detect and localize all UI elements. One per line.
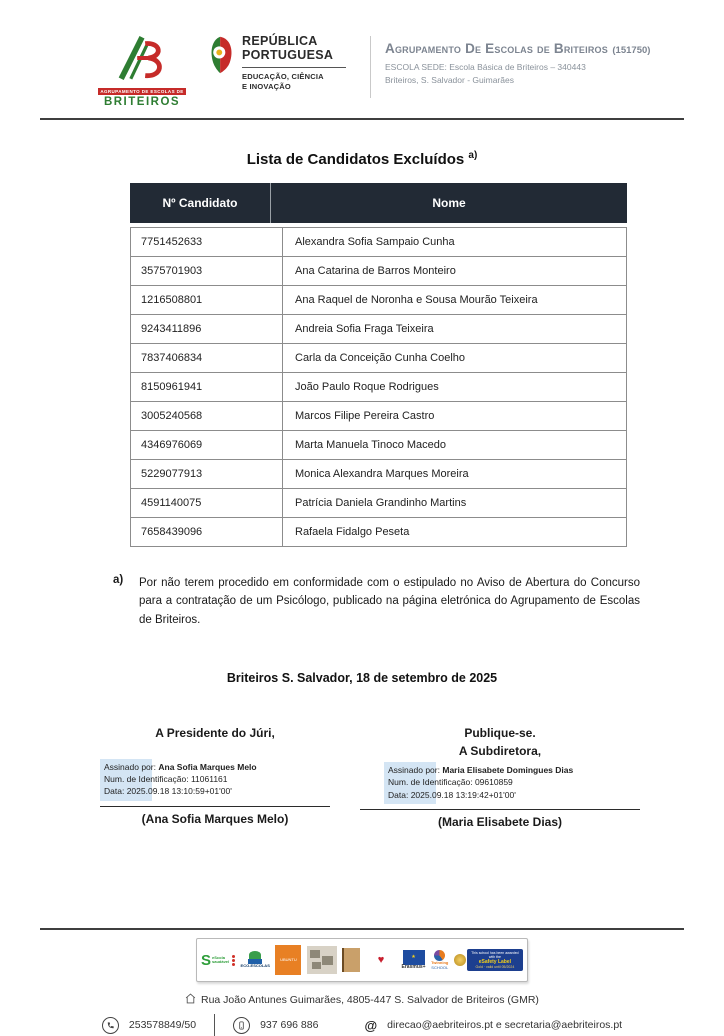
id-label: Num. de Identificação: — [104, 773, 189, 784]
republica-sub1: EDUCAÇÃO, CIÊNCIA — [242, 71, 324, 81]
header-rule — [40, 118, 684, 120]
republica-line2: PORTUGUESA — [242, 48, 334, 63]
signature-role-left: A Presidente do Júri, — [155, 726, 275, 741]
digital-signature-stamp-left — [100, 761, 330, 798]
candidate-number-cell: 4591140075 — [131, 489, 283, 518]
portugal-emblem-icon — [208, 34, 234, 76]
footnote-text: Por não terem procedido em conformidade com o estipulado no Aviso de Abertura do Concurso para a contratação de um Psicólogo, publicado na página eletrónica do Agrupamento de Escolas de Briteiros. — [139, 577, 640, 626]
aeb-logo-icon — [110, 34, 174, 82]
school-name: Agrupamento De Escolas de Briteiros — [385, 41, 608, 56]
email-addresses: direcao@aebriteiros.pt e secretaria@aebriteiros.pt — [387, 1019, 623, 1031]
book-logo — [342, 948, 360, 972]
phone-number: 253578849/50 — [128, 1019, 197, 1031]
esafety-line1: This school has been awarded with the — [471, 950, 519, 959]
signature-line-left — [100, 806, 330, 807]
table-row — [131, 460, 627, 489]
candidates-table — [130, 183, 627, 547]
candidate-name-cell: Alexandra Sofia Sampaio Cunha — [283, 228, 627, 257]
candidate-name-cell: Carla da Conceição Cunha Coelho — [283, 344, 627, 373]
table-row — [131, 431, 627, 460]
candidate-name-cell: Andreia Sofia Fraga Teixeira — [283, 315, 627, 344]
date-line: Briteiros S. Salvador, 18 de setembro de 2025 — [226, 671, 498, 686]
signature-section — [100, 725, 640, 829]
etwinning-label2: SCHOOL — [431, 964, 449, 970]
aeb-school-name: BRITEIROS — [103, 96, 181, 108]
signature-block-president — [100, 725, 330, 829]
table-row — [131, 518, 627, 547]
candidate-name-cell: Patrícia Daniela Grandinho Martins — [283, 489, 627, 518]
footnote-marker: a) — [113, 574, 124, 586]
school-sede-line: ESCOLA SEDE: Escola Básica de Briteiros – 340443 — [385, 62, 586, 72]
etwinning-label1: Twinning — [431, 960, 449, 966]
mobile-number: 937 696 886 — [260, 1019, 319, 1031]
publique-se-line: Publique-se. — [464, 726, 536, 741]
page-header — [0, 0, 724, 108]
candidate-number-cell: 5229077913 — [131, 460, 283, 489]
candidate-name-cell: Rafaela Fidalgo Peseta — [283, 518, 627, 547]
stamps-collage-logo — [307, 946, 337, 974]
printed-name-right: (Maria Elisabete Dias) — [437, 814, 563, 829]
date-label: Data: — [388, 789, 409, 800]
signed-by-label: Assinado por: — [388, 764, 440, 775]
signature-line-right — [360, 809, 640, 810]
partner-logos-strip — [196, 938, 528, 982]
title-footnote-ref: a) — [468, 150, 478, 161]
heart-map-logo: ♥ — [366, 944, 396, 976]
email-icon: @ — [364, 1017, 378, 1033]
gold-medal-icon — [454, 954, 466, 966]
table-row — [131, 489, 627, 518]
candidate-name-cell: Marcos Filipe Pereira Castro — [283, 402, 627, 431]
etwinning-logo — [431, 944, 448, 976]
page-footer — [0, 918, 724, 1036]
republica-line1: REPÚBLICA — [242, 34, 318, 48]
candidate-name-cell: Marta Manuela Tinoco Macedo — [283, 431, 627, 460]
table-row — [131, 402, 627, 431]
esafety-line3: Gold · valid until 05/2024 — [475, 965, 515, 970]
candidate-name-cell: Ana Raquel de Noronha e Sousa Mourão Teixeira — [283, 286, 627, 315]
table-row — [131, 257, 627, 286]
table-row — [131, 228, 627, 257]
esafety-label-logo — [454, 944, 523, 976]
school-code: (151750) — [612, 45, 651, 56]
page-title — [0, 150, 724, 168]
column-header-nome: Nome — [432, 196, 466, 210]
eu-flag-icon: ★ — [403, 950, 425, 965]
printed-name-left: (Ana Sofia Marques Melo) — [141, 811, 289, 826]
address-text: Rua João Antunes Guimarães, 4805-447 S. Salvador de Briteiros (GMR) — [201, 994, 539, 1006]
republica-sub2: E INOVAÇÃO — [242, 81, 291, 91]
id-value: 09610859 — [474, 777, 513, 788]
footnote-a — [113, 574, 640, 629]
candidate-number-cell: 7751452633 — [131, 228, 283, 257]
phone-icon — [102, 1017, 119, 1034]
home-icon — [185, 993, 196, 1007]
school-info-block — [385, 34, 650, 87]
esafety-line2: eSafety Label — [478, 959, 512, 966]
contact-divider — [214, 1014, 215, 1036]
candidate-number-cell: 3005240568 — [131, 402, 283, 431]
candidate-name-cell: Ana Catarina de Barros Monteiro — [283, 257, 627, 286]
title-text: Lista de Candidatos Excluídos — [246, 151, 465, 168]
candidate-number-cell: 4346976069 — [131, 431, 283, 460]
table-row — [131, 344, 627, 373]
candidate-number-cell: 8150961941 — [131, 373, 283, 402]
date-value: 2025.09.18 13:19:42+01'00' — [410, 789, 516, 800]
signed-by-name: Ana Sofia Marques Melo — [158, 761, 257, 772]
date-value: 2025.09.18 13:10:59+01'00' — [126, 786, 232, 797]
table-header-row — [130, 183, 627, 223]
id-label: Num. de Identificação: — [388, 777, 473, 788]
signature-role-right: A Subdiretora, — [458, 743, 542, 758]
candidate-number-cell: 7658439096 — [131, 518, 283, 547]
signature-block-subdiretora — [360, 725, 640, 829]
republica-separator — [242, 67, 346, 68]
footer-rule — [40, 928, 684, 930]
eco-escolas-logo — [241, 944, 270, 976]
candidate-number-cell: 3575701903 — [131, 257, 283, 286]
eco-escolas-label: ECO-ESCOLAS — [240, 963, 270, 969]
candidate-number-cell: 7837406834 — [131, 344, 283, 373]
table-row — [131, 286, 627, 315]
escola-saudavel-label: eScola saudável — [212, 954, 230, 964]
id-value: 11061161 — [190, 773, 228, 784]
school-location-line: Briteiros, S. Salvador - Guimarães — [385, 74, 514, 85]
digital-signature-stamp-right — [360, 764, 640, 801]
erasmus-label: Erasmus+ — [401, 963, 426, 970]
aeb-school-logo — [98, 34, 186, 108]
escola-saudavel-logo: S eScola saudável — [201, 944, 235, 976]
date-label: Data: — [104, 786, 125, 797]
candidate-number-cell: 9243411896 — [131, 315, 283, 344]
table-row — [131, 373, 627, 402]
candidate-number-cell: 1216508801 — [131, 286, 283, 315]
republica-portuguesa-block — [208, 34, 346, 91]
erasmus-logo — [402, 944, 426, 976]
column-header-numero: Nº Candidato — [130, 183, 271, 223]
table-row — [131, 315, 627, 344]
table-body — [131, 228, 627, 547]
signed-by-label: Assinado por: — [104, 761, 156, 772]
signed-by-name: Maria Elisabete Domingues Dias — [442, 764, 574, 775]
aeb-band-text: AGRUPAMENTO DE ESCOLAS DE — [98, 88, 186, 95]
candidate-name-cell: João Paulo Roque Rodrigues — [283, 373, 627, 402]
contact-line — [0, 1014, 724, 1036]
mobile-icon — [233, 1017, 250, 1034]
header-divider — [370, 36, 371, 98]
candidate-name-cell: Monica Alexandra Marques Moreira — [283, 460, 627, 489]
address-line — [0, 992, 724, 1006]
ubuntu-logo: UBUNTU — [275, 945, 301, 975]
